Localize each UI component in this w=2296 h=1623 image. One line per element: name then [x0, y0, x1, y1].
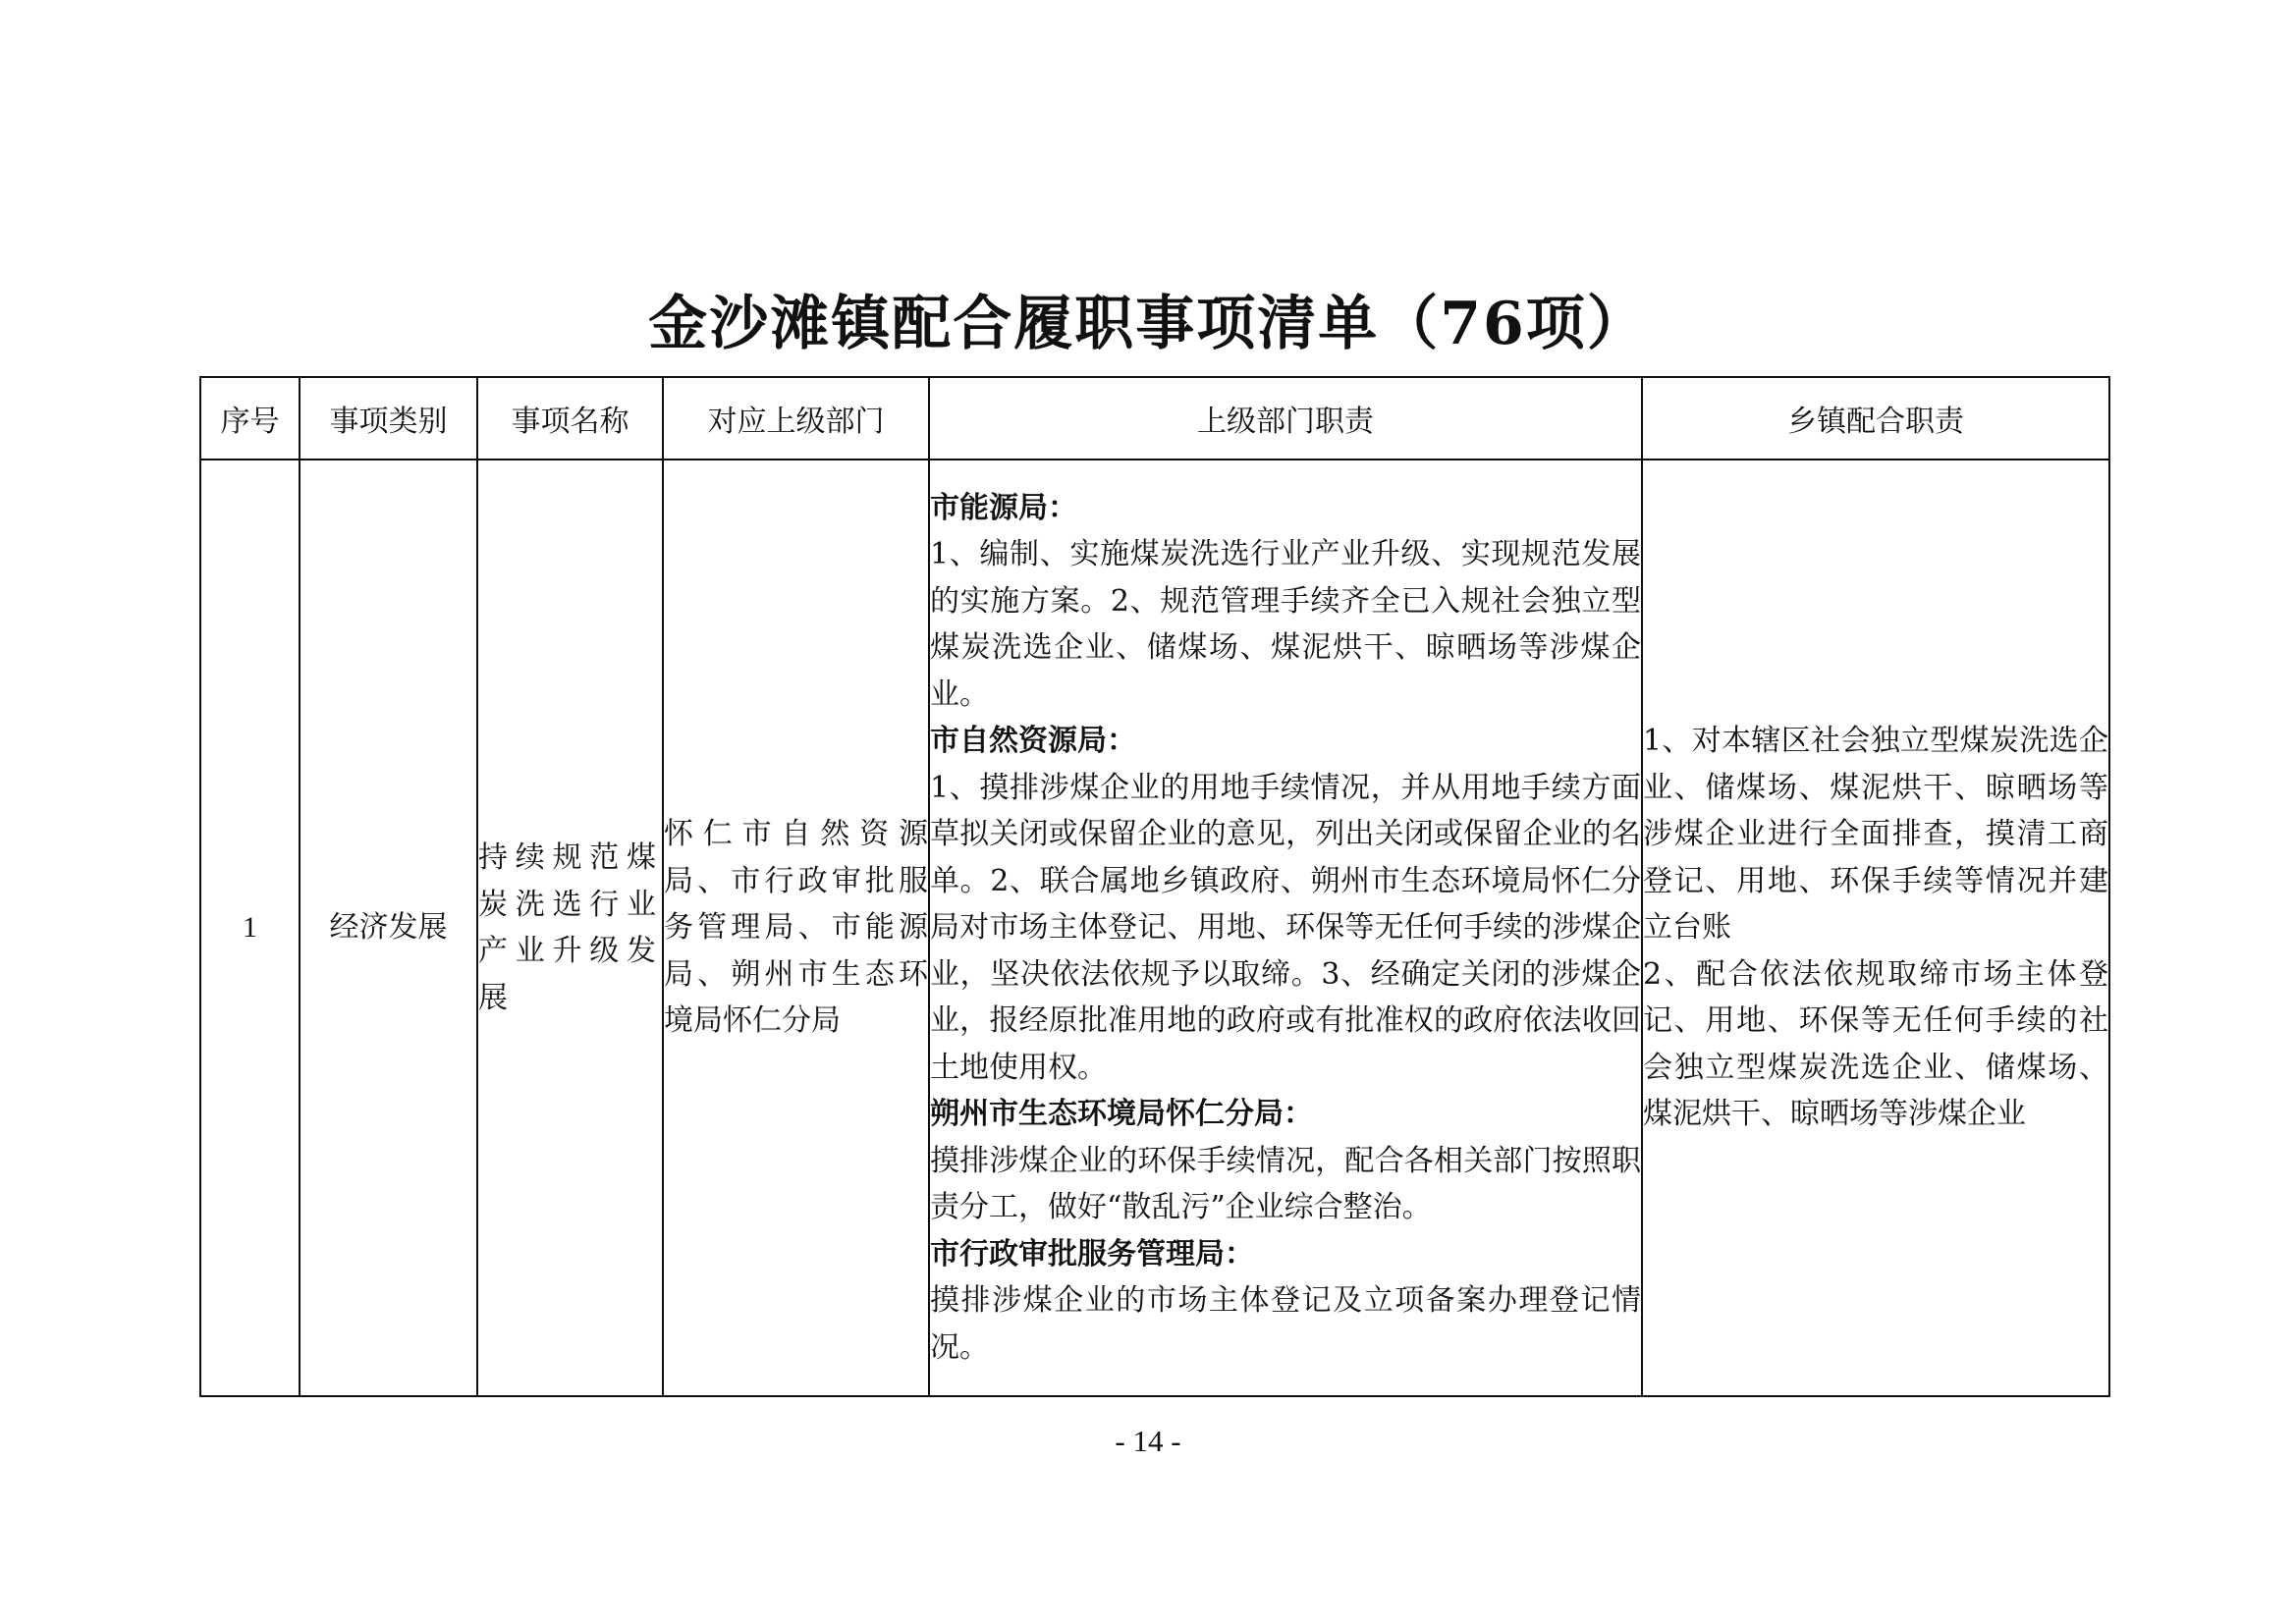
duty-table — [199, 376, 2110, 1397]
agency-duty-text: 1、编制、实施煤炭洗选行业产业升级、实现规范发展的实施方案。2、规范管理手续齐全已入规社会独立型煤炭洗选企业、储煤场、煤泥烘干、晾晒场等涉煤企业。 — [930, 537, 1641, 712]
header-category: 事项类别 — [300, 377, 477, 460]
document-title: 金沙滩镇配合履职事项清单（76项） — [648, 290, 1648, 358]
header-town-duties: 乡镇配合职责 — [1642, 377, 2109, 460]
cell-item-name — [477, 460, 663, 1396]
cell-town-duties — [1642, 460, 2109, 1396]
agency-heading: 市能源局： — [930, 490, 1077, 525]
agency-heading: 朔州市生态环境局怀仁分局： — [930, 1097, 1313, 1132]
cell-department: 怀仁市自然资源局、市行政审批服务管理局、市能源局、朔州市生态环境局怀仁分局 — [663, 460, 929, 1396]
cell-category: 经济发展 — [300, 460, 477, 1396]
agency-heading: 市自然资源局： — [930, 724, 1136, 759]
table-header-row — [200, 377, 2109, 460]
header-department: 对应上级部门 — [663, 377, 929, 460]
agency-duty-text: 1、摸排涉煤企业的用地手续情况，并从用地手续方面草拟关闭或保留企业的意见，列出关闭或保留企业的名单。2、联合属地乡镇政府、朔州市生态环境局怀仁分局对市场主体登记、用地、环保等无任何手续的涉煤企业，坚决依法依规予以取缔。3、经确定关闭的涉煤企业，报经原批准用地的政府或有批准权的政府依法收回土地使用权。 — [930, 770, 1641, 1085]
agency-duty-text: 摸排涉煤企业的市场主体登记及立项备案办理登记情况。 — [930, 1283, 1641, 1365]
town-duty-item: 1、对本辖区社会独立型煤炭洗选企业、储煤场、煤泥烘干、晾晒场等涉煤企业进行全面排查，摸清工商登记、用地、环保手续等情况并建立台账 — [1643, 724, 2108, 946]
page-number: - 14 - — [1115, 1424, 1181, 1458]
agency-duty-text: 摸排涉煤企业的环保手续情况，配合各相关部门按照职责分工，做好“散乱污”企业综合整治。 — [930, 1143, 1641, 1225]
item-name-text: 持续规范煤炭洗选行业产业升级发展 — [478, 840, 662, 1015]
header-seq: 序号 — [200, 377, 300, 460]
table-row — [200, 460, 2109, 1396]
cell-seq: 1 — [200, 460, 300, 1396]
town-duty-item: 2、配合依法依规取缔市场主体登记、用地、环保等无任何手续的社会独立型煤炭洗选企业、储煤场、煤泥烘干、晾晒场等涉煤企业 — [1643, 956, 2108, 1132]
header-superior-duties: 上级部门职责 — [929, 377, 1642, 460]
header-name: 事项名称 — [477, 377, 663, 460]
agency-heading: 市行政审批服务管理局： — [930, 1236, 1254, 1271]
cell-superior-duties — [929, 460, 1642, 1396]
